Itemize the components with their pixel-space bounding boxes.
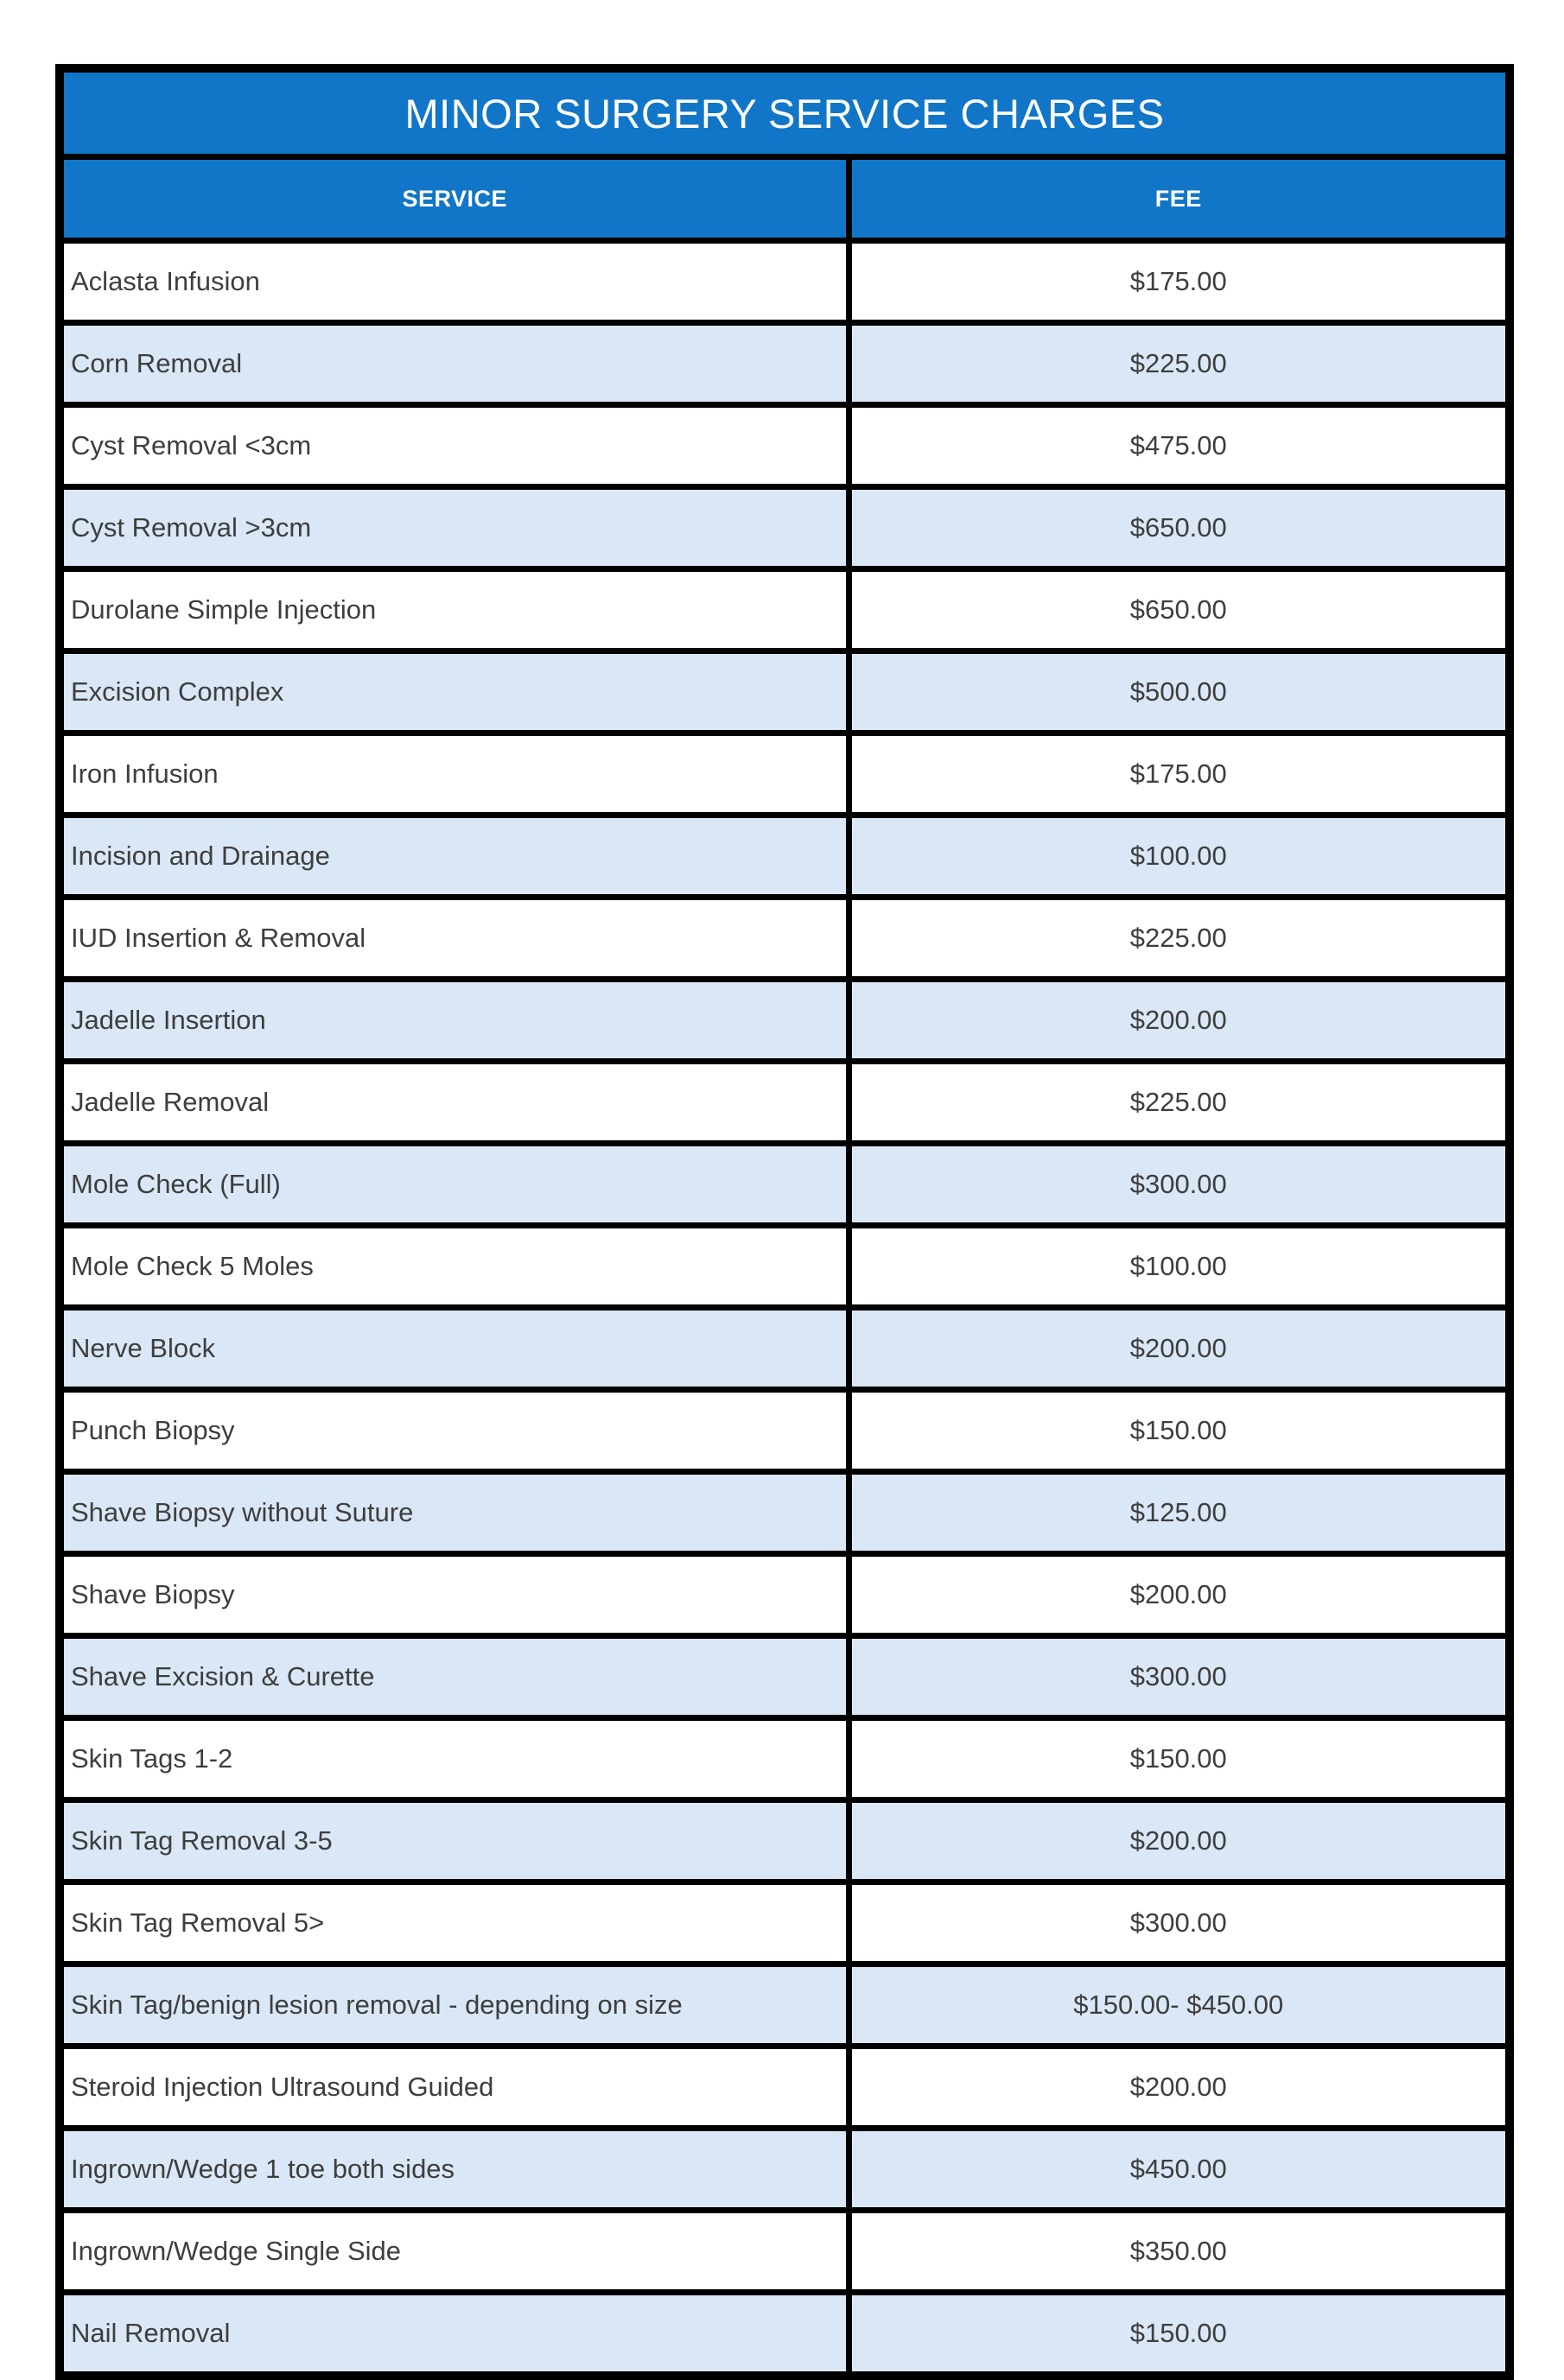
- fee-cell: $300.00: [849, 1636, 1510, 1718]
- service-cell: Mole Check 5 Moles: [60, 1226, 849, 1308]
- fee-cell: $175.00: [849, 241, 1510, 323]
- table-row: [60, 1144, 1510, 1226]
- service-cell: Skin Tag Removal 5>: [60, 1882, 849, 1964]
- service-cell: Cyst Removal >3cm: [60, 487, 849, 569]
- service-cell: Skin Tags 1-2: [60, 1718, 849, 1800]
- fee-cell: $650.00: [849, 569, 1510, 651]
- service-cell: Shave Excision & Curette: [60, 1636, 849, 1718]
- service-cell: Nerve Block: [60, 1308, 849, 1390]
- table-row: [60, 733, 1510, 816]
- fee-cell: $150.00- $450.00: [849, 1964, 1510, 2047]
- table-body: [60, 241, 1510, 2377]
- column-header-fee: FEE: [849, 157, 1510, 241]
- service-cell: Nail Removal: [60, 2293, 849, 2377]
- table-row: [60, 241, 1510, 323]
- table-row: [60, 1472, 1510, 1554]
- table-row: [60, 2211, 1510, 2293]
- fee-cell: $450.00: [849, 2129, 1510, 2211]
- fee-cell: $150.00: [849, 1390, 1510, 1472]
- table-row: [60, 980, 1510, 1062]
- fee-cell: $125.00: [849, 1472, 1510, 1554]
- fee-cell: $475.00: [849, 405, 1510, 487]
- fee-cell: $175.00: [849, 733, 1510, 816]
- service-cell: Jadelle Insertion: [60, 980, 849, 1062]
- fee-cell: $300.00: [849, 1882, 1510, 1964]
- service-cell: Excision Complex: [60, 651, 849, 733]
- service-cell: Jadelle Removal: [60, 1062, 849, 1144]
- table-row: [60, 1390, 1510, 1472]
- fee-cell: $225.00: [849, 323, 1510, 405]
- fee-cell: $200.00: [849, 1554, 1510, 1636]
- fee-cell: $150.00: [849, 2293, 1510, 2377]
- table-title: MINOR SURGERY SERVICE CHARGES: [60, 68, 1510, 157]
- service-cell: Aclasta Infusion: [60, 241, 849, 323]
- table-row: [60, 487, 1510, 569]
- service-cell: Cyst Removal <3cm: [60, 405, 849, 487]
- service-cell: IUD Insertion & Removal: [60, 898, 849, 980]
- table-row: [60, 898, 1510, 980]
- table-row: [60, 323, 1510, 405]
- table-row: [60, 1964, 1510, 2047]
- fee-cell: $200.00: [849, 980, 1510, 1062]
- service-cell: Ingrown/Wedge Single Side: [60, 2211, 849, 2293]
- service-cell: Mole Check (Full): [60, 1144, 849, 1226]
- table-row: [60, 2047, 1510, 2129]
- fee-cell: $225.00: [849, 1062, 1510, 1144]
- service-cell: Shave Biopsy without Suture: [60, 1472, 849, 1554]
- service-cell: Corn Removal: [60, 323, 849, 405]
- fee-cell: $350.00: [849, 2211, 1510, 2293]
- table-row: [60, 1308, 1510, 1390]
- table-row: [60, 816, 1510, 898]
- table-row: [60, 405, 1510, 487]
- table-row: [60, 2293, 1510, 2377]
- table-row: [60, 1554, 1510, 1636]
- fee-cell: $200.00: [849, 2047, 1510, 2129]
- table-row: [60, 569, 1510, 651]
- fee-cell: $100.00: [849, 1226, 1510, 1308]
- table-row: [60, 1718, 1510, 1800]
- table-row: [60, 651, 1510, 733]
- table-row: [60, 1062, 1510, 1144]
- service-cell: Ingrown/Wedge 1 toe both sides: [60, 2129, 849, 2211]
- fee-cell: $200.00: [849, 1800, 1510, 1882]
- table-row: [60, 1636, 1510, 1718]
- fee-cell: $650.00: [849, 487, 1510, 569]
- service-cell: Iron Infusion: [60, 733, 849, 816]
- fee-cell: $200.00: [849, 1308, 1510, 1390]
- fee-table: [55, 64, 1514, 2380]
- service-cell: Incision and Drainage: [60, 816, 849, 898]
- fee-cell: $500.00: [849, 651, 1510, 733]
- service-cell: Durolane Simple Injection: [60, 569, 849, 651]
- service-cell: Skin Tag/benign lesion removal - depending on size: [60, 1964, 849, 2047]
- table-row: [60, 1226, 1510, 1308]
- title-row: [60, 68, 1510, 157]
- service-cell: Punch Biopsy: [60, 1390, 849, 1472]
- service-cell: Shave Biopsy: [60, 1554, 849, 1636]
- table-row: [60, 1882, 1510, 1964]
- table-row: [60, 2129, 1510, 2211]
- fee-cell: $100.00: [849, 816, 1510, 898]
- fee-cell: $225.00: [849, 898, 1510, 980]
- fee-cell: $300.00: [849, 1144, 1510, 1226]
- service-cell: Skin Tag Removal 3-5: [60, 1800, 849, 1882]
- column-header-service: SERVICE: [60, 157, 849, 241]
- table-row: [60, 1800, 1510, 1882]
- service-cell: Steroid Injection Ultrasound Guided: [60, 2047, 849, 2129]
- fee-cell: $150.00: [849, 1718, 1510, 1800]
- column-header-row: [60, 157, 1510, 241]
